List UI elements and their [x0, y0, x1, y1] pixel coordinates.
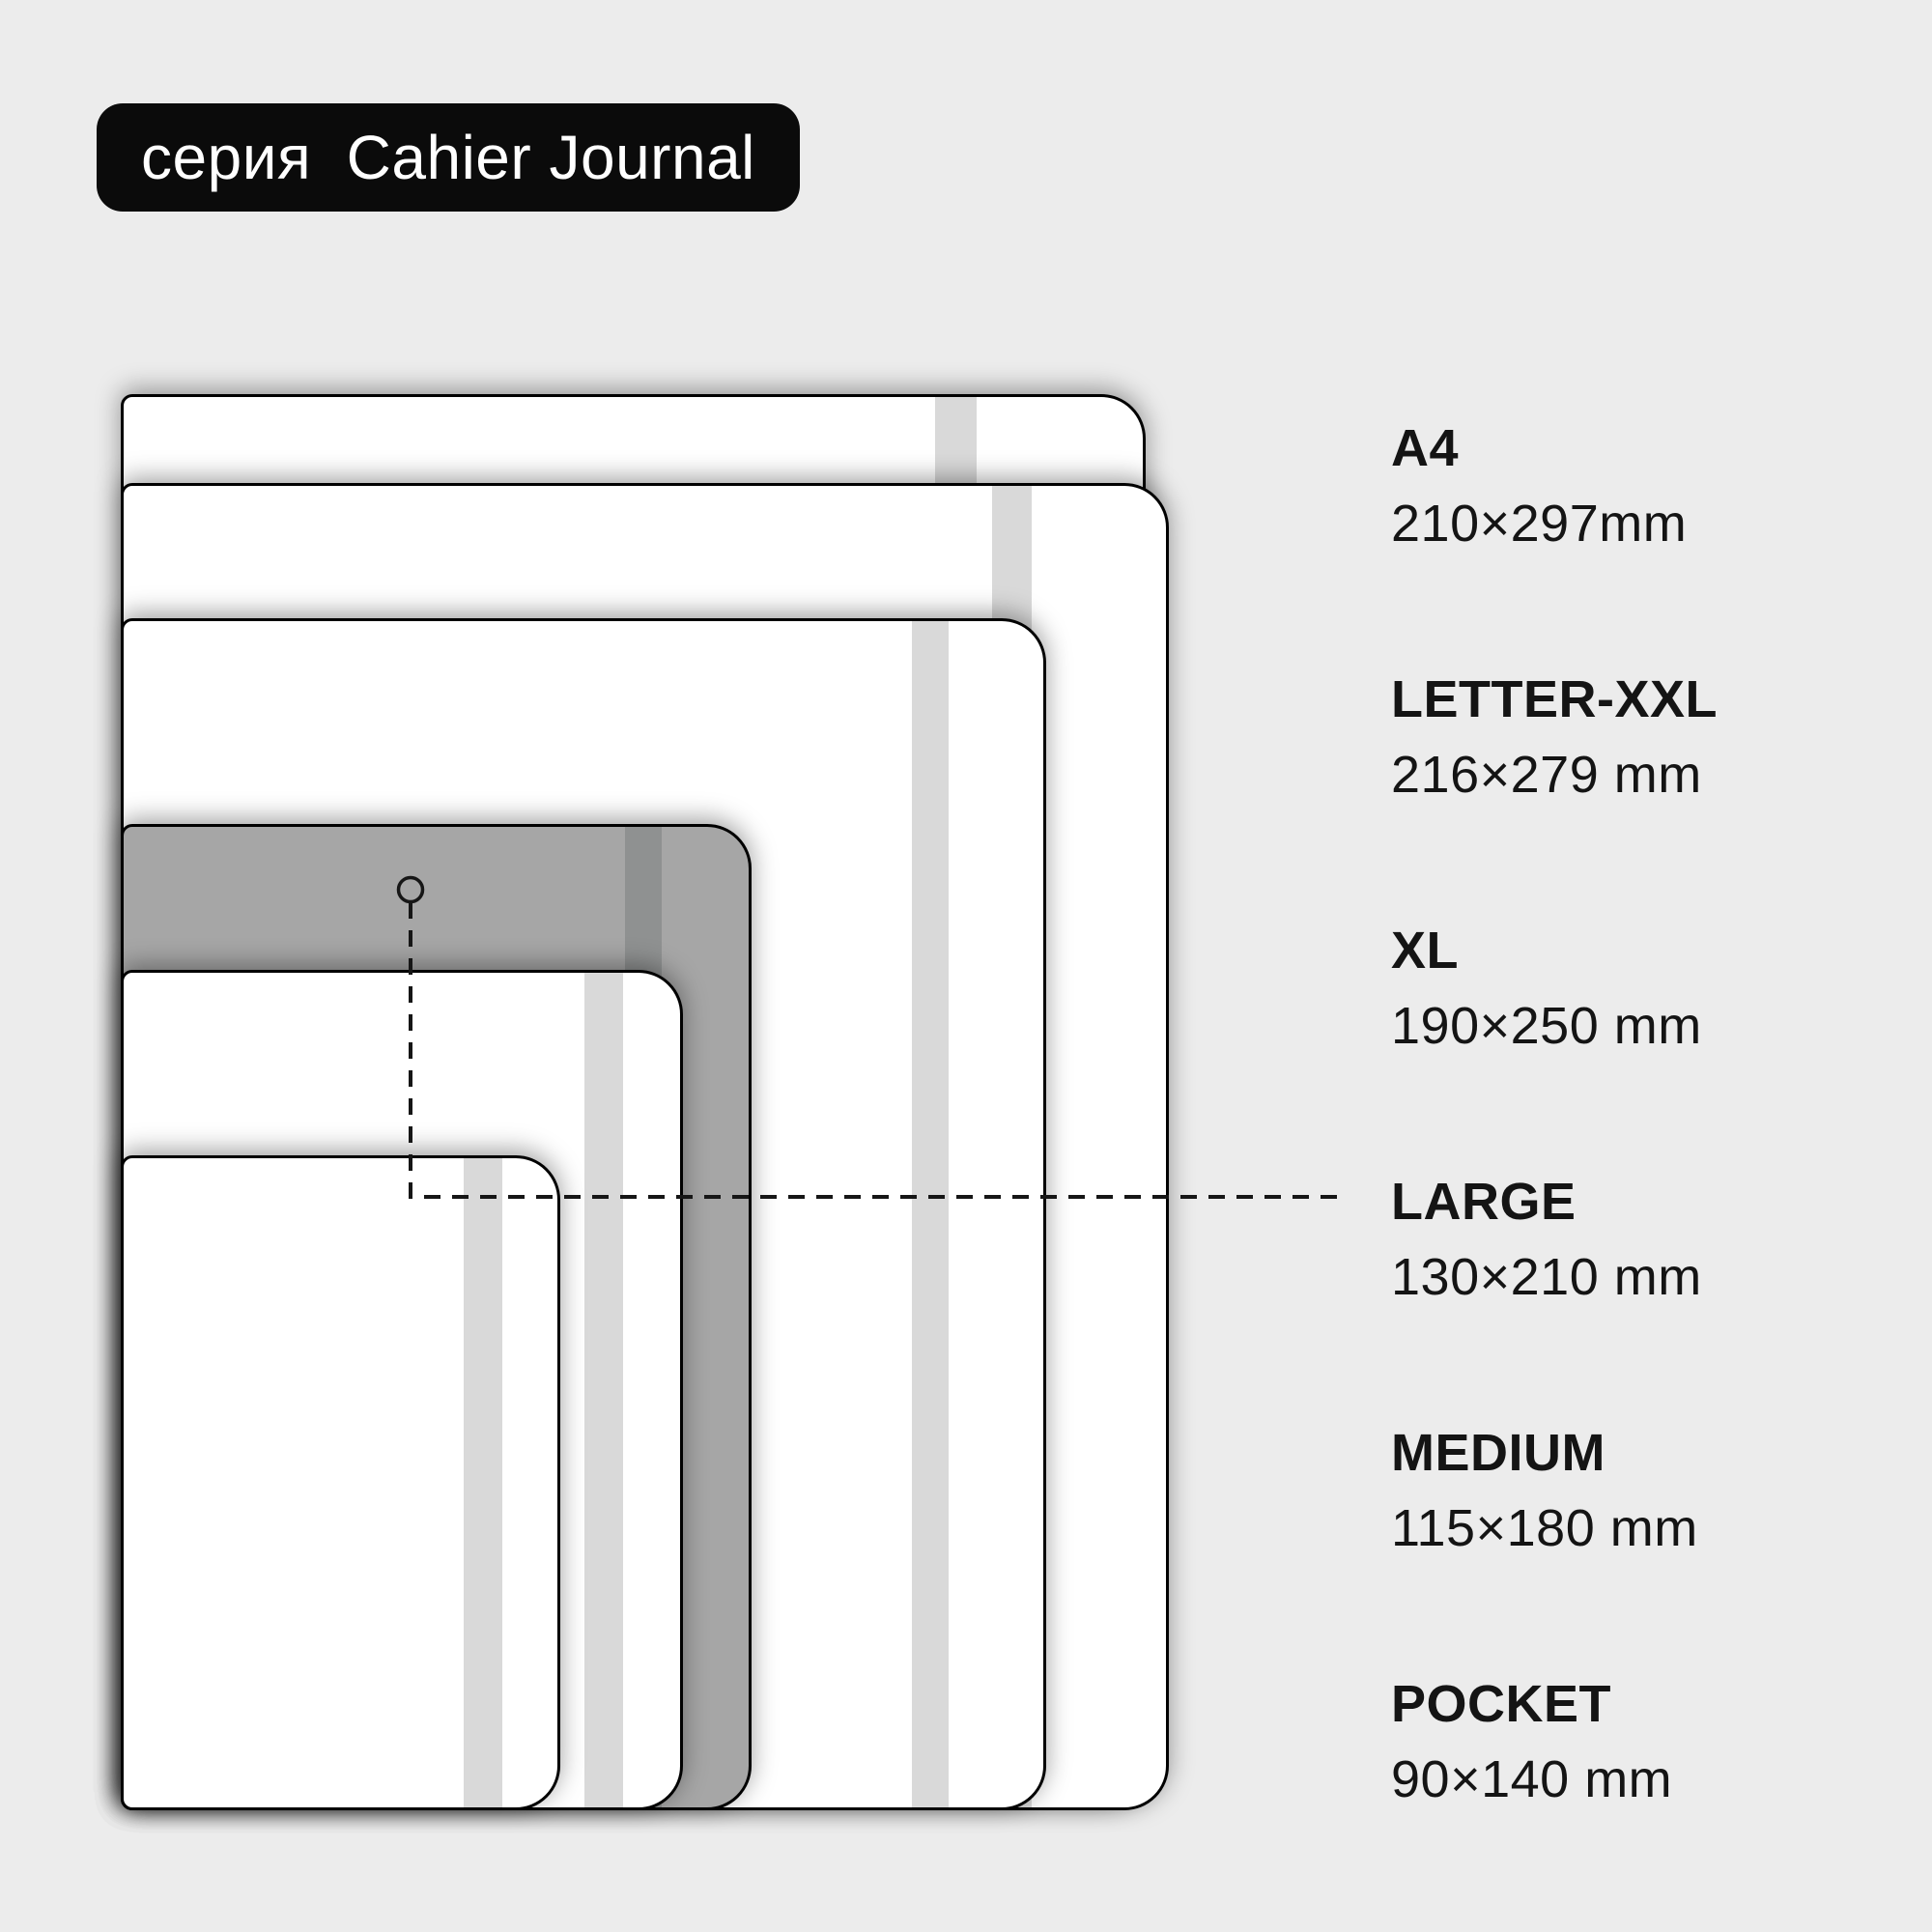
size-dimensions: 130×210 mm — [1391, 1248, 1702, 1306]
size-name: POCKET — [1391, 1675, 1612, 1733]
notebook-pocket — [121, 1155, 560, 1810]
size-dimensions: 90×140 mm — [1391, 1750, 1673, 1808]
elastic-band-medium — [584, 973, 623, 1807]
size-dimensions: 115×180 mm — [1391, 1499, 1698, 1557]
size-name: A4 — [1391, 419, 1460, 477]
size-label-pocket — [1391, 1673, 1672, 1810]
series-badge-label: серия Cahier Journal — [141, 123, 755, 192]
size-dimensions: 216×279 mm — [1391, 746, 1702, 804]
size-label-a4 — [1391, 417, 1687, 554]
size-name: LARGE — [1391, 1173, 1577, 1231]
size-dimensions: 190×250 mm — [1391, 997, 1702, 1055]
elastic-band-xl — [912, 621, 949, 1807]
size-label-large — [1391, 1171, 1702, 1308]
size-dimensions: 210×297mm — [1391, 495, 1688, 553]
size-label-medium — [1391, 1422, 1698, 1559]
size-name: LETTER-XXL — [1391, 670, 1718, 728]
size-label-letter-xxl — [1391, 668, 1718, 806]
series-badge — [97, 103, 800, 212]
size-name: XL — [1391, 922, 1460, 980]
size-label-xl — [1391, 920, 1702, 1057]
size-name: MEDIUM — [1391, 1424, 1605, 1482]
elastic-band-pocket — [464, 1158, 502, 1807]
